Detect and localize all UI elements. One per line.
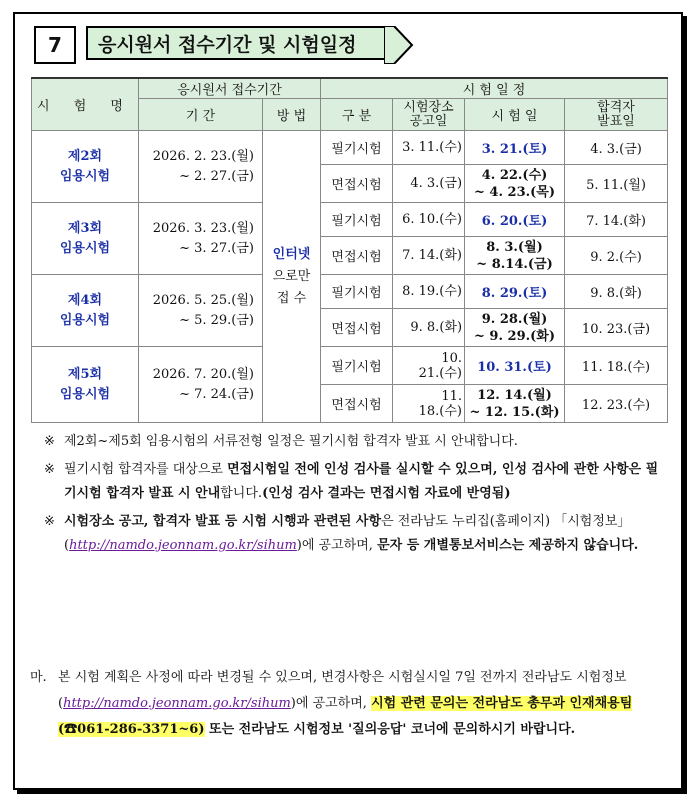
section-number: 7 [34,26,76,64]
table-row [32,275,668,309]
result-date-cell: 12. 23.(수) [565,385,668,423]
sihum-link-2[interactable]: http://namdo.jeonnam.go.kr/sihum [63,696,291,711]
exam-date-cell: 3. 21.(토) [465,131,565,165]
header-period: 기 간 [139,99,263,131]
exam-date-cell: 4. 22.(수) ~ 4. 23.(목) [465,165,565,203]
category-cell: 필기시험 [321,347,393,385]
venue-notice-cell: 11. 18.(수) [393,385,465,423]
final-notice: 마. 본 시험 계획은 사정에 따라 변경될 수 있으며, 변경사항은 시험실시일 7일 전까지 전라남도 시험정보(http://namdo.jeonnam.go.kr/sihum)에 공고하며, 시험 관련 문의는 전라남도 총무과 인재채용팀(☎061-286-3371~6) 또는 전라남도 시험정보 '질의응답' 코너에 문의하시기 바랍니다. [30,670,633,737]
result-date-cell: 11. 18.(수) [565,347,668,385]
header-schedule-group: 시 험 일 정 [321,78,668,99]
app-period-cell: 2026. 2. 23.(월) ~ 2. 27.(금) [139,131,263,203]
result-date-cell: 5. 11.(월) [565,165,668,203]
result-date-cell: 7. 14.(화) [565,203,668,237]
exam-date-cell: 8. 29.(토) [465,275,565,309]
venue-notice-cell: 10. 21.(수) [393,347,465,385]
venue-notice-cell: 7. 14.(화) [393,237,465,275]
result-date-cell: 9. 8.(화) [565,275,668,309]
category-cell: 면접시험 [321,385,393,423]
category-cell: 면접시험 [321,165,393,203]
section-title: 응시원서 접수기간 및 시험일정 [86,26,386,60]
venue-notice-cell: 8. 19.(수) [393,275,465,309]
result-date-cell: 4. 3.(금) [565,131,668,165]
inquiry-highlight: 시험 관련 문의는 전라남도 총무과 인재채용팀(☎061-286-3371~6) [58,696,633,737]
category-cell: 면접시험 [321,237,393,275]
category-cell: 필기시험 [321,131,393,165]
header-method: 방 법 [263,99,321,131]
header-exam-date: 시 험 일 [465,99,565,131]
table-row [32,203,668,237]
app-period-cell: 2026. 3. 23.(월) ~ 3. 27.(금) [139,203,263,275]
header-exam-name: 시 험 명 [32,78,139,131]
exam-date-cell: 9. 28.(월) ~ 9. 29.(화) [465,309,565,347]
method-cell: 인터넷 으로만 접 수 [263,131,321,423]
notes-section [44,430,664,562]
exam-name-cell: 제5회 임용시험 [32,347,139,423]
venue-notice-cell: 6. 10.(수) [393,203,465,237]
sihum-link[interactable]: http://namdo.jeonnam.go.kr/sihum [69,538,297,553]
table-row [32,131,668,165]
header-venue-notice: 시험장소 공고일 [393,99,465,131]
exam-date-cell: 8. 3.(월) ~ 8.14.(금) [465,237,565,275]
venue-notice-cell: 3. 11.(수) [393,131,465,165]
header-app-period-group: 응시원서 접수기간 [139,78,321,99]
result-date-cell: 9. 2.(수) [565,237,668,275]
app-period-cell: 2026. 7. 20.(월) ~ 7. 24.(금) [139,347,263,423]
note-2: ※ 필기시험 합격자를 대상으로 면접시험일 전에 인성 검사를 실시할 수 있으며, 인성 검사에 관한 사항은 필기시험 합격자 발표 시 안내합니다.(인성 검사 결과는 면접시험 자료에 반영됨) [44,462,659,501]
header-category: 구 분 [321,99,393,131]
category-cell: 필기시험 [321,203,393,237]
exam-date-cell: 10. 31.(토) [465,347,565,385]
note-3: ※ 시험장소 공고, 합격자 발표 등 시험 시행과 관련된 사항은 전라남도 누리집(홈페이지) 「시험정보」 (http://namdo.jeonnam.go.kr/sihum)에 공고하며, 문자 등 개별통보서비스는 제공하지 않습니다. [44,514,639,553]
exam-name-cell: 제2회 임용시험 [32,131,139,203]
exam-date-cell: 6. 20.(토) [465,203,565,237]
exam-date-cell: 12. 14.(월) ~ 12. 15.(화) [465,385,565,423]
category-cell: 면접시험 [321,309,393,347]
venue-notice-cell: 9. 8.(화) [393,309,465,347]
exam-name-cell: 제3회 임용시험 [32,203,139,275]
venue-notice-cell: 4. 3.(금) [393,165,465,203]
header-result-date: 합격자 발표일 [565,99,668,131]
exam-name-cell: 제4회 임용시험 [32,275,139,347]
exam-schedule-table [31,77,668,423]
result-date-cell: 10. 23.(금) [565,309,668,347]
table-row [32,347,668,385]
note-1: ※ 제2회~제5회 임용시험의 서류전형 일정은 필기시험 합격자 발표 시 안내합니다. [44,434,518,449]
category-cell: 필기시험 [321,275,393,309]
app-period-cell: 2026. 5. 25.(월) ~ 5. 29.(금) [139,275,263,347]
title-fold-icon [384,26,414,64]
